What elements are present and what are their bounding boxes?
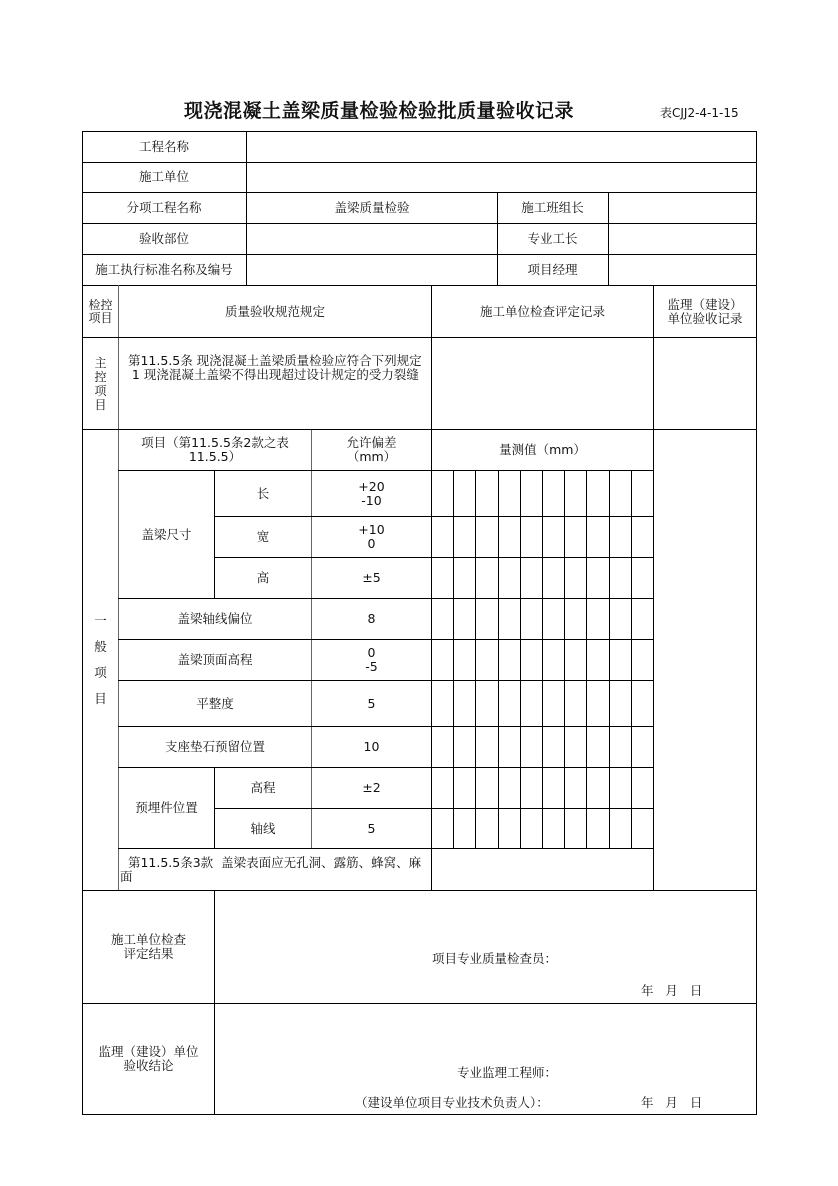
measured-value-cell[interactable] [587, 768, 608, 808]
measured-value-cell[interactable] [543, 599, 564, 639]
measured-value-cell[interactable] [632, 809, 653, 848]
supervisor-record-header-line1: 监理（建设） [667, 296, 743, 312]
measured-value-cell[interactable] [432, 471, 453, 516]
main-control-contractor-record[interactable] [432, 338, 653, 429]
measured-value-cell[interactable] [587, 599, 608, 639]
measured-value-cell[interactable] [543, 640, 564, 680]
measured-value-cell[interactable] [499, 471, 520, 516]
measured-value-cell[interactable] [454, 471, 475, 516]
measured-value-cell[interactable] [432, 517, 453, 557]
subitem-label: 分项工程名称 [126, 199, 202, 215]
contractor-result-label-line1: 施工单位检查 [110, 932, 186, 947]
measured-value-cell[interactable] [587, 517, 608, 557]
measured-value-cell[interactable] [610, 640, 631, 680]
row-item: 宽 [256, 529, 270, 544]
measured-value-cell[interactable] [499, 809, 520, 848]
item-header: 项目（第11.5.5条2款之表11.5.5） [141, 435, 289, 464]
measured-value-cell[interactable] [454, 768, 475, 808]
size-group-label: 盖梁尺寸 [141, 526, 192, 542]
measured-value-cell[interactable] [543, 809, 564, 848]
spec-header: 质量验收规范规定 [224, 303, 325, 319]
general-label [83, 430, 118, 890]
row-tolerance: ±2 [362, 780, 381, 795]
measured-value-cell[interactable] [632, 640, 653, 680]
contractor-result-label [83, 891, 214, 1003]
measured-value-cell[interactable] [632, 727, 653, 767]
measured-value-cell[interactable] [543, 558, 564, 598]
measured-value-cell[interactable] [632, 517, 653, 557]
measured-value-cell[interactable] [521, 727, 542, 767]
tolerance-header-line1: 允许偏差 [346, 435, 397, 450]
measured-value-cell[interactable] [632, 471, 653, 516]
measured-value-cell[interactable] [521, 558, 542, 598]
measured-value-cell[interactable] [565, 517, 586, 557]
measured-value-cell[interactable] [543, 517, 564, 557]
row-item: 长 [256, 485, 270, 501]
measured-value-cell[interactable] [476, 681, 497, 726]
measured-value-cell[interactable] [610, 599, 631, 639]
measured-value-cell[interactable] [632, 558, 653, 598]
row-tolerance: +10 0 [358, 522, 385, 551]
measured-value-cell[interactable] [610, 558, 631, 598]
measured-value-cell[interactable] [521, 517, 542, 557]
row-tolerance: ±5 [362, 570, 381, 585]
measured-value-cell[interactable] [632, 681, 653, 726]
measured-value-cell[interactable] [587, 640, 608, 680]
measured-value-cell[interactable] [499, 640, 520, 680]
main-control-label: 主控项目 [94, 355, 107, 412]
measured-value-cell[interactable] [499, 517, 520, 557]
measured-value-cell[interactable] [476, 768, 497, 808]
row-item: 平整度 [196, 695, 234, 711]
clause3-contractor-record[interactable] [432, 849, 653, 890]
general-label-char: 一 [94, 613, 107, 628]
construction-unit-field[interactable] [247, 162, 756, 192]
embed-group-label: 预埋件位置 [135, 800, 198, 815]
measured-value-cell[interactable] [565, 681, 586, 726]
team-leader-label: 施工班组长 [521, 199, 584, 215]
measured-value-cell[interactable] [521, 809, 542, 848]
measured-value-cell[interactable] [476, 517, 497, 557]
measured-value-cell[interactable] [432, 809, 453, 848]
measured-value-cell[interactable] [476, 809, 497, 848]
supervisor-conclusion-label-line1: 监理（建设）单位 [98, 1044, 199, 1059]
main-control-text: 第11.5.5条 现浇混凝土盖梁质量检验应符合下列规定 1 现浇混凝土盖梁不得出现超过设计规定的受力裂缝 [127, 353, 422, 382]
measured-value-cell[interactable] [587, 681, 608, 726]
inspector-label: 项目专业质量检查员： [432, 951, 558, 966]
measured-value-cell[interactable] [610, 809, 631, 848]
measured-value-cell[interactable] [521, 681, 542, 726]
owner-label: （建设单位项目专业技术负责人）： [355, 1095, 549, 1110]
clause3-text: 第11.5.5条3款 盖梁表面应无孔洞、露筋、蜂窝、麻面 [120, 854, 422, 884]
measured-value-cell[interactable] [632, 599, 653, 639]
measured-value-cell[interactable] [499, 599, 520, 639]
row-tolerance: 10 [363, 739, 380, 754]
measured-value-cell[interactable] [565, 809, 586, 848]
measured-value-cell[interactable] [432, 768, 453, 808]
measured-value-cell[interactable] [610, 727, 631, 767]
measured-value-cell[interactable] [632, 768, 653, 808]
form-title: 现浇混凝土盖梁质量检验检验批质量验收记录 [184, 100, 575, 122]
date-1: 年 月 日 [641, 983, 703, 998]
row-tolerance: 5 [367, 695, 376, 711]
measured-value-cell[interactable] [476, 727, 497, 767]
measured-value-cell[interactable] [587, 809, 608, 848]
measured-value-cell[interactable] [432, 681, 453, 726]
row-item: 高程 [250, 780, 276, 795]
measured-header: 量测值（mm） [499, 442, 586, 457]
row-tolerance: +20 -10 [358, 478, 385, 508]
project-name-label: 工程名称 [138, 138, 189, 154]
measured-value-cell[interactable] [499, 727, 520, 767]
supervisor-record-header [654, 286, 756, 337]
measured-value-cell[interactable] [565, 599, 586, 639]
row-item: 轴线 [250, 820, 276, 836]
measured-value-cell[interactable] [476, 471, 497, 516]
measured-value-cell[interactable] [499, 558, 520, 598]
team-leader-field[interactable] [609, 192, 756, 223]
row-tolerance: 5 [367, 820, 376, 836]
measured-value-cell[interactable] [587, 727, 608, 767]
row-item: 高 [256, 570, 270, 585]
measured-value-cell[interactable] [543, 471, 564, 516]
contractor-record-header: 施工单位检查评定记录 [479, 303, 605, 319]
foreman-label: 专业工长 [527, 230, 578, 246]
row-item: 盖梁轴线偏位 [177, 611, 253, 626]
measured-value-cell[interactable] [610, 471, 631, 516]
measured-value-cell[interactable] [432, 599, 453, 639]
construction-unit-label: 施工单位 [138, 169, 189, 184]
measured-value-cell[interactable] [454, 558, 475, 598]
standard-field[interactable] [247, 254, 497, 285]
subitem-field[interactable]: 盖梁质量检验 [334, 199, 410, 215]
measured-value-cell[interactable] [432, 640, 453, 680]
pm-label: 项目经理 [527, 261, 578, 277]
check-item-header: 检控项目 [88, 297, 113, 325]
standard-label: 施工执行标准名称及编号 [95, 261, 233, 277]
measured-value-cell[interactable] [565, 558, 586, 598]
measured-value-cell[interactable] [587, 471, 608, 516]
measured-value-cell[interactable] [610, 517, 631, 557]
measured-value-cell[interactable] [610, 681, 631, 726]
tolerance-header-line2: （mm） [346, 449, 397, 464]
measured-value-cell[interactable] [565, 768, 586, 808]
main-control-supervisor-record[interactable] [654, 338, 756, 429]
measured-value-cell[interactable] [476, 558, 497, 598]
measured-value-cell[interactable] [521, 599, 542, 639]
foreman-field[interactable] [609, 223, 756, 254]
measured-value-cell[interactable] [432, 558, 453, 598]
supervisor-conclusion-label-line2: 验收结论 [123, 1058, 174, 1073]
measured-value-cell[interactable] [543, 727, 564, 767]
acceptance-part-label: 验收部位 [138, 230, 189, 246]
general-label-char: 般 [94, 639, 107, 654]
measured-value-cell[interactable] [587, 558, 608, 598]
measured-value-cell[interactable] [521, 471, 542, 516]
general-label-char: 项 [94, 665, 107, 680]
measured-value-cell[interactable] [454, 727, 475, 767]
measured-value-cell[interactable] [565, 640, 586, 680]
contractor-result-label-line2: 评定结果 [123, 946, 174, 961]
measured-value-cell[interactable] [499, 768, 520, 808]
row-tolerance: 0 -5 [365, 645, 378, 674]
general-label-char: 目 [94, 691, 107, 706]
measured-value-cell[interactable] [543, 768, 564, 808]
measured-value-cell[interactable] [454, 809, 475, 848]
measured-value-cell[interactable] [454, 640, 475, 680]
form-code: 表CJJ2-4-1-15 [660, 106, 739, 120]
project-name-field[interactable] [247, 131, 756, 162]
measured-value-cell[interactable] [565, 727, 586, 767]
measured-value-cell[interactable] [521, 768, 542, 808]
measured-value-cell[interactable] [454, 599, 475, 639]
supervisor-conclusion-label [83, 1004, 214, 1114]
measured-value-cell[interactable] [499, 681, 520, 726]
engineer-label: 专业监理工程师： [457, 1065, 558, 1080]
measured-value-cell[interactable] [521, 640, 542, 680]
measured-value-cell[interactable] [454, 517, 475, 557]
measured-value-cell[interactable] [432, 727, 453, 767]
date-2: 年 月 日 [641, 1095, 703, 1110]
measured-value-cell[interactable] [476, 640, 497, 680]
measured-value-cell[interactable] [543, 681, 564, 726]
tolerance-header [312, 430, 431, 470]
row-item: 盖梁顶面高程 [177, 652, 253, 667]
measured-value-cell[interactable] [565, 471, 586, 516]
supervisor-record-header-line2: 单位验收记录 [667, 310, 743, 326]
row-item: 支座垫石预留位置 [164, 739, 265, 754]
measured-value-cell[interactable] [454, 681, 475, 726]
row-tolerance: 8 [367, 611, 376, 626]
measured-value-cell[interactable] [476, 599, 497, 639]
pm-field[interactable] [609, 254, 756, 285]
acceptance-part-field[interactable] [247, 223, 497, 254]
measured-value-cell[interactable] [610, 768, 631, 808]
